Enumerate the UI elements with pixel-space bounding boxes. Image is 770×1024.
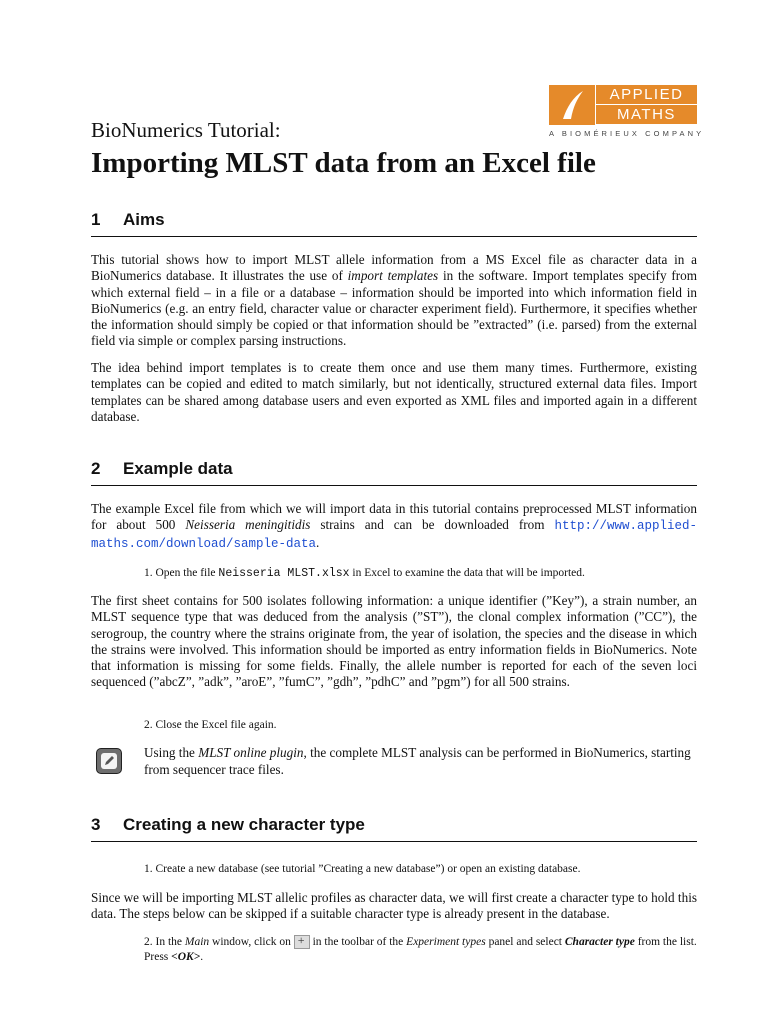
ok-key: <OK> — [171, 951, 201, 963]
doc-title: Importing MLST data from an Excel file — [91, 147, 596, 179]
text-run: strains and can be downloaded from — [310, 517, 555, 533]
section-number: 2 — [91, 459, 101, 478]
text-run: 2. In the — [144, 936, 185, 948]
section-heading-example-data — [91, 459, 697, 486]
text-run: window, click on — [209, 936, 294, 948]
text-run: . — [316, 534, 320, 550]
section-number: 3 — [91, 815, 101, 834]
step-create-database: 1. Create a new database (see tutorial ”Creating a new database”) or open an existing database. — [144, 863, 581, 875]
add-experiment-icon — [294, 935, 310, 949]
example-paragraph-1 — [91, 501, 697, 552]
text-run: in the software. Import templates specify from which external field – in a file or a database – information should be imported into which information field in BioNumerics (e.g. an entry field, character value or character experiment field). Furthermore, it specifies whether the information should simply be copied or that information should be ”extracted” (i.e. parsed) from the external field via simple or complex parsing instructions. — [91, 268, 697, 349]
text-run: . — [200, 951, 204, 963]
example-paragraph-2: The first sheet contains for 500 isolates following information: a unique identifier (”Key”), a strain number, an MLST sequence type that was deduced from the analysis (”ST”), the clonal complex information (”CC”), the serogroup, the country where the strains originate from, the year of isolation, the species and the disease in which the strains were involved. This information should be imported as entry information fields in BioNumerics. Note that information is missing for some fields. Finally, the allele number is reported for each of the seven loci sequenced (”abcZ”, ”adk”, ”aroE”, ”fumC”, ”gdh”, ”pdhC” and ”pgm”) for all 500 strains. — [91, 593, 697, 690]
section-title: Example data — [123, 459, 233, 478]
text-run: Using the — [144, 745, 199, 760]
text-run: , the complete MLST analysis can be performed in BioNumerics, starting from sequencer trace files. — [144, 745, 691, 777]
logo-swoosh-icon — [549, 85, 595, 125]
aims-paragraph-2: The idea behind import templates is to create them once and use them many times. Furthermore, existing templates can be copied and edited to match similarly, but not identically, structured external data files. Import templates can be shared among database users and even exported as XML files and imported again in a different database. — [91, 360, 697, 424]
text-run: in the toolbar of the — [309, 936, 407, 948]
step-close-file: 2. Close the Excel file again. — [144, 719, 277, 731]
logo-tagline: A BIOMÉRIEUX COMPANY — [549, 129, 705, 138]
emphasis: Main — [184, 936, 210, 948]
text-run: panel and select — [485, 936, 565, 948]
section-number: 1 — [91, 210, 101, 229]
section-title: Creating a new character type — [123, 815, 365, 834]
logo-word-applied: APPLIED — [596, 85, 697, 104]
step-open-file — [144, 566, 697, 581]
chartype-paragraph-1: Since we will be importing MLST allelic profiles as character data, we will first create a character type to hold this data. The steps below can be skipped if a suitable character type is already present in the database. — [91, 890, 697, 922]
pencil-note-icon — [96, 748, 122, 774]
text-run: from the list. Press — [144, 936, 697, 963]
section-title: Aims — [123, 210, 165, 229]
emphasis: MLST online plugin — [198, 745, 304, 760]
text-run: in Excel to examine the data that will be imported. — [349, 567, 585, 579]
emphasis: Experiment types — [406, 936, 486, 948]
note-text — [144, 745, 697, 778]
logo-word-maths: MATHS — [596, 105, 697, 124]
text-run: The example Excel file from which we will import data in this tutorial contains preprocessed MLST information for about 500 — [91, 501, 697, 533]
doc-subtitle: BioNumerics Tutorial: — [91, 118, 281, 142]
text-run: This tutorial shows how to import MLST allele information from a MS Excel file as character data in a BioNumerics database. It illustrates the use of — [91, 252, 697, 284]
emphasis-bold: Character type — [564, 936, 635, 948]
filename: Neisseria MLST.xlsx — [218, 567, 350, 580]
step-add-character-type — [144, 935, 697, 965]
text-run: 1. Open the file — [144, 567, 219, 579]
emphasis: import templates — [347, 268, 439, 284]
emphasis: Neisseria meningitidis — [185, 517, 311, 533]
section-heading-aims — [91, 210, 697, 237]
download-link[interactable]: http://www.applied-maths.com/download/sample-data — [91, 519, 697, 551]
aims-paragraph-1 — [91, 252, 697, 350]
applied-maths-logo — [549, 85, 705, 140]
section-heading-character-type — [91, 815, 697, 842]
